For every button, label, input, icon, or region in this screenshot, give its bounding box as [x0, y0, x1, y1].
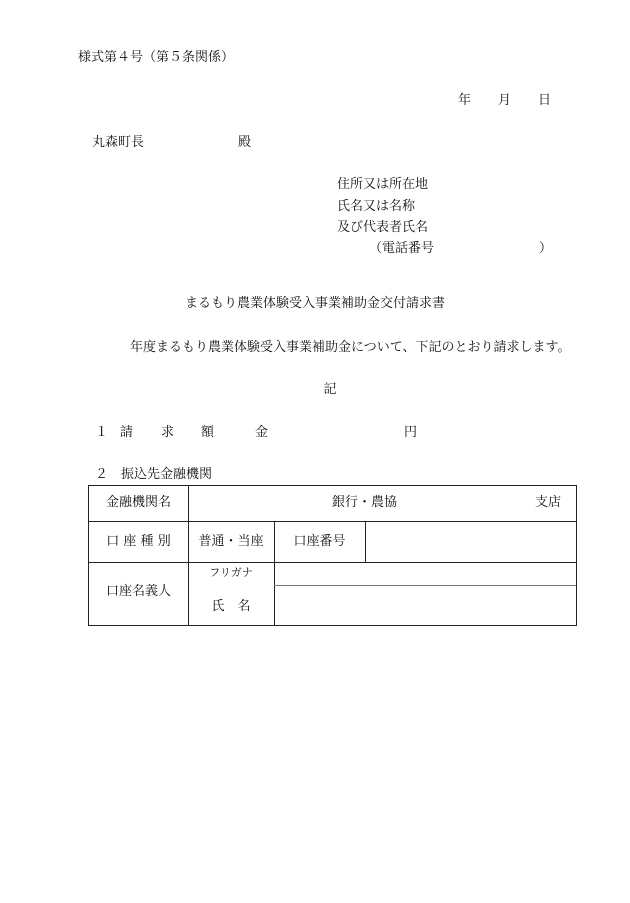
claim-amount-char: 求: [161, 425, 175, 440]
claim-amount-char: 額: [201, 425, 215, 440]
account-type-label: 口 座 種 別: [106, 534, 171, 549]
shimei-label: 氏 名: [211, 599, 251, 614]
date-year-label: 年: [458, 93, 472, 108]
account-number-field[interactable]: [366, 526, 576, 561]
claim-amount-yen: 円: [404, 425, 418, 440]
branch-text: 支店: [535, 495, 562, 510]
ki-heading: 記: [323, 382, 337, 397]
date-day-label: 日: [538, 93, 552, 108]
claim-amount-kin: 金: [255, 425, 269, 440]
institution-label: 金融機関名: [105, 495, 171, 510]
form-number-label: 様式第４号（第５条関係）: [78, 50, 235, 65]
applicant-rep-label: 及び代表者氏名: [337, 220, 429, 235]
furigana-label: フリガナ: [209, 566, 253, 579]
item1-number: １: [95, 425, 109, 440]
document-title: まるもり農業体験受入事業補助金交付請求書: [184, 296, 445, 311]
item2-bank-heading: ２ 振込先金融機関: [95, 467, 213, 482]
phone-number-label: （電話番号: [369, 241, 435, 256]
bank-type-text: 銀行・農協: [332, 495, 398, 510]
account-holder-label: 口座名義人: [105, 584, 171, 599]
claim-amount-char: 請: [120, 425, 134, 440]
phone-number-close: ）: [539, 241, 553, 256]
account-number-label: 口座番号: [293, 534, 346, 549]
date-month-label: 月: [498, 93, 512, 108]
applicant-address-label: 住所又は所在地: [337, 177, 429, 192]
bank-account-table: [88, 485, 577, 626]
addressee-name: 丸森町長: [92, 135, 145, 150]
account-type-value: 普通・当座: [198, 534, 264, 549]
holder-name-field[interactable]: [275, 586, 576, 625]
furigana-field[interactable]: [275, 563, 576, 585]
table-divider: [89, 521, 576, 522]
addressee-honorific: 殿: [238, 135, 252, 150]
body-text: 年度まるもり農業体験受入事業補助金について、下記のとおり請求します。: [130, 340, 571, 355]
applicant-name-label: 氏名又は名称: [337, 199, 416, 214]
